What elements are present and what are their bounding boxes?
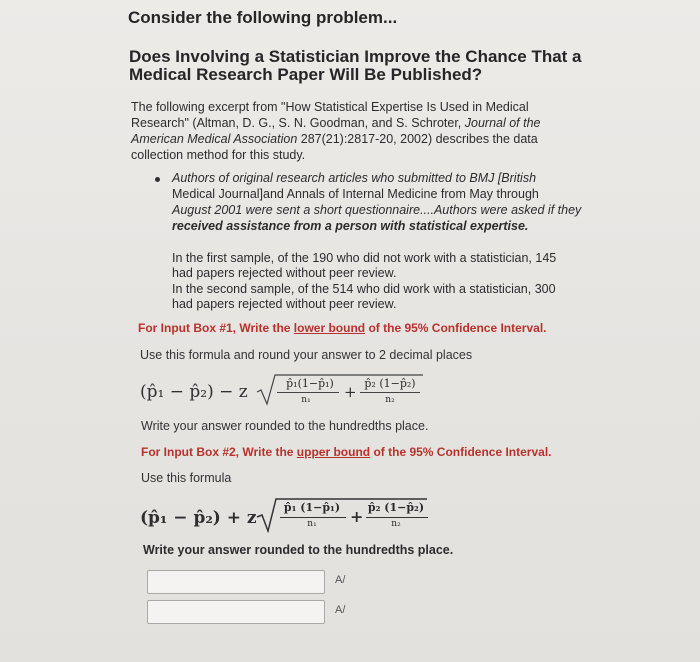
formula2-frac1-num: p̂₁ (1−p̂₁): [283, 501, 341, 514]
sample-line3: In the second sample, of the 514 who did work with a statistician, 300: [172, 282, 556, 296]
formula2-frac1-line: [280, 517, 346, 518]
formula2-frac2-num: p̂₂ (1−p̂₂): [367, 501, 425, 514]
box1-instruction: For Input Box #1, Write the lower bound of the 95% Confidence Interval.: [138, 321, 547, 335]
spellcheck-icon-2[interactable]: A/: [335, 604, 346, 616]
box1-formula-note: Use this formula and round your answer to 2 decimal places: [140, 348, 473, 362]
sample-line4: had papers rejected without peer review.: [172, 297, 397, 311]
formula2-left: (p̂₁ − p̂₂) + z: [140, 508, 257, 528]
question-heading-line2: Medical Research Paper Will Be Published?: [129, 65, 483, 84]
formula2-frac2-den: n₂: [391, 519, 401, 529]
formula1-plus: +: [344, 383, 357, 401]
intro-line4: collection method for this study.: [131, 148, 306, 162]
formula1-frac2-line: [360, 392, 420, 393]
box2-instruction: For Input Box #2, Write the upper bound of the 95% Confidence Interval.: [141, 445, 552, 459]
page-title: Consider the following problem...: [128, 8, 398, 27]
formula2-plus: +: [350, 507, 364, 526]
bullet-dot-icon: [155, 177, 160, 182]
answer-input-1[interactable]: [147, 570, 325, 594]
formula1-left: (p̂₁ − p̂₂) − z: [140, 382, 248, 402]
intro-line3: American Medical Association 287(21):2817-20, 2002) describes the data: [131, 132, 538, 146]
question-heading-line1: Does Involving a Statistician Improve the Chance That a: [129, 47, 582, 66]
intro-line1: The following excerpt from "How Statistical Expertise Is Used in Medical: [131, 100, 529, 114]
box1-round-note: Write your answer rounded to the hundredths place.: [141, 419, 429, 433]
spellcheck-icon[interactable]: A/: [335, 574, 346, 586]
formula1-frac1-num: p̂₁(1−p̂₁): [286, 377, 334, 390]
box2-round-note: Write your answer rounded to the hundredths place.: [143, 543, 454, 557]
formula1-frac2-num: p̂₂ (1−p̂₂): [364, 377, 416, 390]
intro-line2: Research" (Altman, D. G., S. N. Goodman, and S. Schroter, Journal of the: [131, 116, 541, 130]
sample-line2: had papers rejected without peer review.: [172, 266, 397, 280]
bullet-line2: Medical Journal]and Annals of Internal Medicine from May through: [172, 187, 539, 201]
formula1-frac1-line: [277, 392, 339, 393]
formula2-frac2-line: [366, 517, 428, 518]
formula2-frac1-den: n₁: [307, 519, 317, 529]
formula1-frac1-den: n₁: [301, 395, 311, 405]
bullet-line3: August 2001 were sent a short questionnaire....Authors were asked if they: [172, 203, 582, 217]
formula1-frac2-den: n₂: [385, 395, 395, 405]
sample-line1: In the first sample, of the 190 who did not work with a statistician, 145: [172, 251, 557, 265]
bullet-line4: received assistance from a person with statistical expertise.: [172, 219, 529, 233]
bullet-line1: Authors of original research articles who submitted to BMJ [British: [172, 171, 537, 185]
answer-input-2[interactable]: [147, 600, 325, 624]
box2-formula-note: Use this formula: [141, 471, 232, 485]
